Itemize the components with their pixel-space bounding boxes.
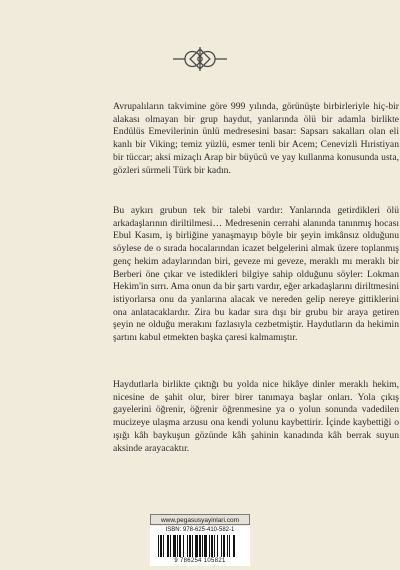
barcode-block bbox=[150, 526, 250, 566]
synopsis-paragraph-2: Bu aykırı grubun tek bir talebi vardır: Yanlarında getirdikleri ölü arkadaşlarının diriltilmesi… Medresenin cerrahi alanında tanınmış hocası Ebul Kasım, iş birliğine yanaşmayıp böyle bir şeyin imkânsız olduğunu söylese de o sırada hocalarından icazet belgelerini almak üzere toplanmış genç hekim adaylarından biri, geveze mi geveze, meraklı mı meraklı bir Berberi öne çıkar ve istedikleri bilgiye sahip olduğunu söyler: Lokman Hekim'in sırrı. Ama onun da bir şartı vardır, eğer arkadaşlarını diriltmesini istiyorlarsa onu da yanlarına alacak ve nereden gelip nereye gittiklerini ona anlatacaklardır. Zira bu kadar sıra dışı bir grubu bir araya getiren şeyin ne olduğu merakını fazlasıyla cezbetmiştir. Haydutların da hekimin şartını kabul etmekten başka çaresi kalmamıştır. bbox=[113, 205, 399, 344]
synopsis-paragraph-3: Haydutlarla birlikte çıktığı bu yolda nice hikâye dinler meraklı hekim, nicesine de şahit olur, birer birer tanımaya başlar onları. Yola çıkış gayelerini öğrenir, öğrenir öğrenmesine ya o yolun sonunda vadedilen mucizeye ulaşma arzusu ona kendi yolunu kaybettirir. İçinde kaybettiği o ışığı kâh baykuşun gözünde kâh şahinin kanadında kâh berrak suyun aksinde arayacaktır. bbox=[113, 379, 399, 454]
knot-ornament-icon bbox=[171, 44, 229, 74]
synopsis-paragraph-1: Avrupalıların takvimine göre 999 yılında, görünüşte birbirleriyle hiç-bir alakası olmayan bir grup haydut, yanlarında ölü bir adamla birlikte Endülüs Emevilerinin ünlü medresesini basar: Sapsarı sakalları olan eli kanlı bir Viking; temiz yüzlü, esmer tenli bir Acem; Cenevizli Hıristiyan bir tüccar; aksi mizaçlı Arap bir büyücü ve yay kullanma konusunda usta, gözleri sürmeli Türk bir kadın. bbox=[113, 101, 399, 176]
barcode-icon bbox=[158, 535, 244, 557]
publisher-website: www.pegasusyayinlari.com bbox=[150, 514, 250, 525]
barcode-digits: 9 786254 105821 bbox=[174, 558, 226, 564]
isbn-number: ISBN: 978-625-410-582-1 bbox=[165, 527, 235, 533]
